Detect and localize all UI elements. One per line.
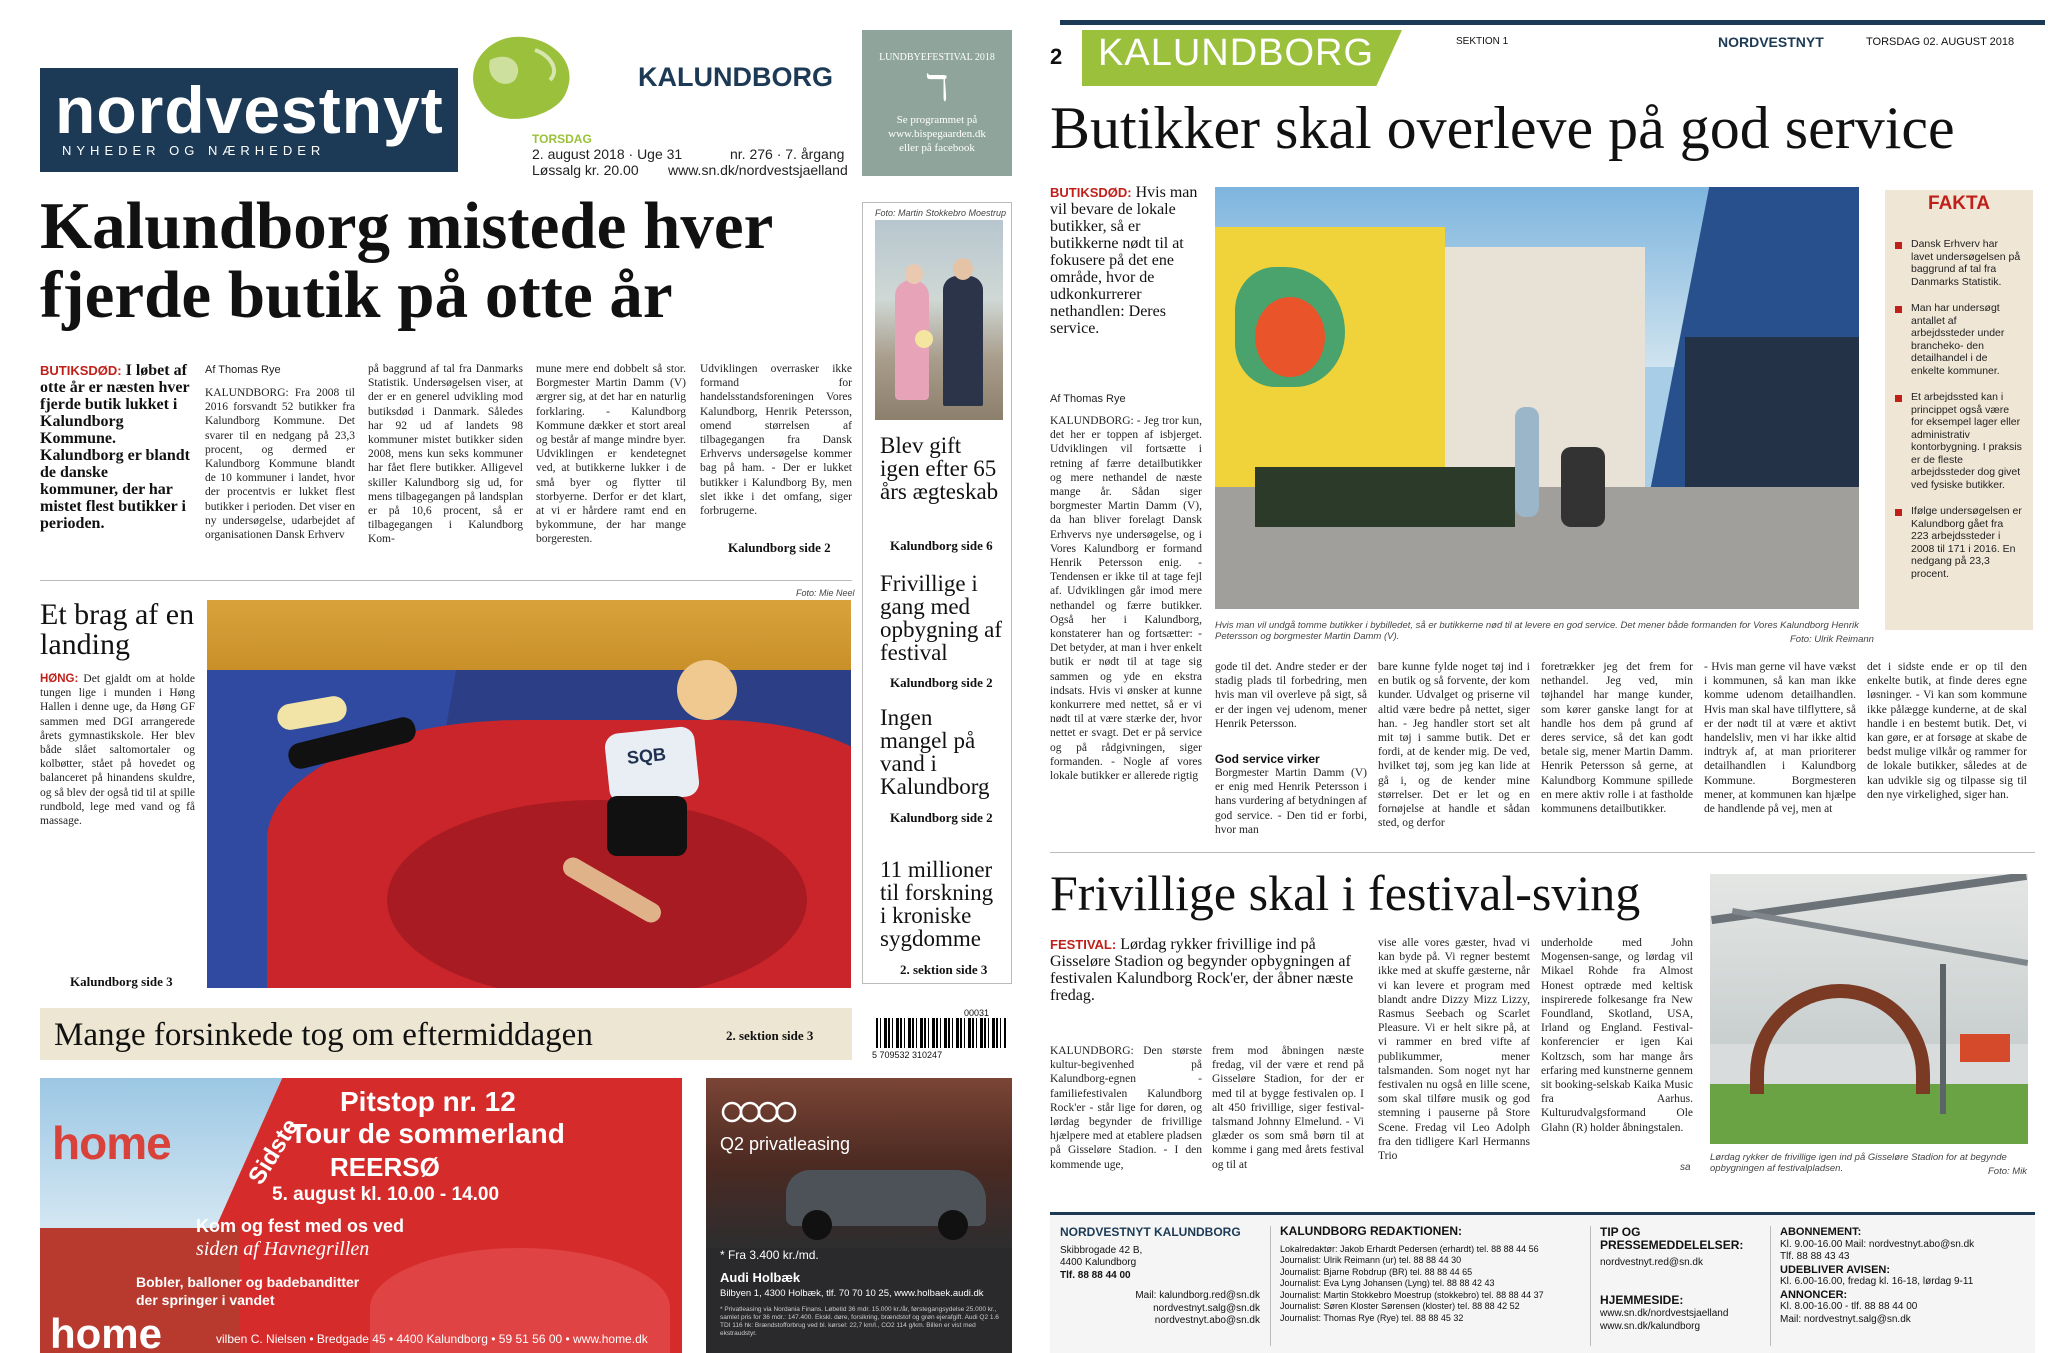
masthead-tagline: NYHEDER OG NÆRHEDER	[62, 143, 326, 158]
lead-intro-text: I løbet af otte år er næsten hver fjerde butik lukket i Kalundborg Kommune. Kalundborg er blandt de danske kommuner, der har mistet flest butikker i perioden.	[40, 362, 190, 532]
footer-staff: Journalist: Thomas Rye (Rye) tel. 88 88 45 32	[1280, 1312, 1464, 1323]
fakta-list	[1895, 238, 2023, 580]
ad-home-brand: home	[52, 1117, 171, 1169]
rail-item-1-ref[interactable]: Kalundborg side 6	[890, 538, 993, 553]
top-rule	[1060, 20, 2045, 25]
audi-rings-icon	[720, 1100, 800, 1124]
masthead-logo-text: nordvestnyt	[55, 73, 444, 147]
globe-logo-icon	[455, 20, 585, 130]
footer-staff: Journalist: Martin Stokkebro Moestrup (stokkebro) tel. 88 88 44 37	[1280, 1289, 1544, 1300]
story2-col-1: KALUNDBORG: Den største kultur-begivenhed på Kalundborg-egnen - familiefestivalen Kalundborg Rock'er - står lige for døren, og lørdag begynder de frivillige hjælpere med at etablere pladsen på Gisseløre Stadion. - I den kommende uge,	[1050, 1045, 1202, 1171]
masthead-day: TORSDAG	[532, 132, 592, 146]
story2-caption: Lørdag rykker de frivillige igen ind på Gisseløre Stadion for at begynde opbygningen af festivalpladsen.	[1710, 1152, 2007, 1174]
rail-photo-couple[interactable]	[875, 220, 1003, 420]
lead-col-2: på baggrund af tal fra Danmarks Statistik. Undersøgelsen viser, at der er en generel udvikling mod butiksdød i Danmark. Således har 92 ud af landets 98 kommuner mistet butikker siden 2008, mens kun seks kommuner har fået flere butikker. Alligevel skiller Kalundborg sig ud, for mens tilbagegangen på landsplan er på 10,6 procent, så er tilbagegangen i Kalundborg Kom-	[368, 363, 523, 546]
footer-line: Skibbrogade 42 B,	[1060, 1244, 1143, 1256]
lead-byline: Af Thomas Rye	[205, 364, 281, 376]
story1-credit: Foto: Ulrik Reimann	[1790, 634, 1874, 645]
lead-page-ref[interactable]: Kalundborg side 2	[728, 540, 831, 555]
story1-byline: Af Thomas Rye	[1050, 393, 1126, 405]
footer-delivery-line: Kl. 6.00-16.00, fredag kl. 16-18, lørdag 9-11	[1780, 1276, 1974, 1287]
sektion-label: SEKTION 1	[1456, 36, 1509, 47]
footer-mail[interactable]: nordvestnyt.abo@sn.dk	[1154, 1315, 1260, 1326]
footer-col-1-title: NORDVESTNYT KALUNDBORG	[1060, 1225, 1241, 1239]
story2-kicker: FESTIVAL:	[1050, 937, 1117, 952]
story1-col-4: foretrækker jeg det frem for nethandel. Jeg ved, min tøjhandel har mange kunder, som kører ganske langt for at handle hos dem på grund af deres service, så det kan godt betale sig, mener Martin Damm. Henrik Petersson så gerne, at Kalundborg Kommune spillede en mere aktiv rolle i at fastholde kommunens detailbutikker.	[1541, 661, 1693, 816]
story2-intro-text: Lørdag rykker frivillige ind på Gisseløre Stadion og begynder opbygningen af festivalen Kalundborg Rock'er, der åbner næste fredag.	[1050, 936, 1354, 1004]
ad-home-line6: siden af Havnegrillen	[196, 1238, 370, 1260]
story1-headline[interactable]: Butikker skal overleve på god service	[1050, 95, 1955, 161]
lead-headline[interactable]: Kalundborg mistede hver fjerde butik på otte år	[40, 189, 773, 332]
fakta-title: FAKTA	[1928, 193, 1990, 214]
fakta-item: Et arbejdssted kan i princippet også være for eksempel lager eller administrativ kontorbygning. I praksis er de fleste arbejdssteder dog givet ved fysiske butikker.	[1895, 391, 2023, 491]
fakta-item: Man har undersøgt antallet af arbejdssteder under brancheko- den detailhandel i de enkelte kommuner.	[1895, 302, 2023, 377]
ad-home-line2: Tour de sommerland	[290, 1118, 565, 1149]
story1-col-5: - Hvis man gerne vil have vækst i kommunen, så kan man ikke komme udenom detailhandlen. Hvis man skal have tilflyttere, så er der nødt til at være et aktivt handelsliv, men vi har ikke altid indtryk af, at man prioriterer detailhandlen i Kalundborg Kommune. Borgmesteren mener, at kommunen kan hjælpe de handlende på vej, men at	[1704, 661, 1856, 816]
footer-col-2-title: KALUNDBORG REDAKTIONEN:	[1280, 1224, 1462, 1238]
barcode-top: 00031	[964, 1008, 990, 1018]
second-kicker: HØNG:	[40, 673, 79, 685]
story1-col-2: gode til det. Andre steder er der stadig plads til forbedring, men hvis man vil overleve på sigt, så er der ingen vej udenom, mener Henrik Petersson.	[1215, 661, 1367, 730]
story2-sign: sa	[1680, 1162, 1691, 1173]
story2-col-3: vise alle vores gæster, hvad vi kan byde på. Vi regner bestemt ikke med at skuffe gæsterne, når vi kan levere et program med blandt andre Dizzy Mizz Lizzy, Rasmus Seebach og Scarlet Pleasure. Vi er helt sikre på, at vi rammer en bred vifte af publikummer, mener talsmanden. Som noget nyt har festivalen nu også en lille scene, som skal tilføre musik og god stemning i pauserne på Store Scene. Fredag vil Leo Adolph fra den tidligere Karl Hermanns Trio	[1378, 937, 1530, 1163]
lead-col-4: Udviklingen overrasker ikke formand for handelsstandsforeningen Vores Kalundborg, Henrik Petersson, omend størrelsen af tilbagegangen fra Dansk Erhvervs undersøgelse kommer bag på ham. - Der er lukket butikker i Kalundborg By, men slet ikke i det omfang, siger forbrugerne.	[700, 363, 852, 518]
fakta-box	[1885, 190, 2033, 630]
footer-col-3-title: TIP OG PRESSEMEDDELELSER:	[1600, 1225, 1744, 1252]
story1-col-6: det i sidste ende er op til den enkelte butik, at finde deres egne løsninger. - Vi kan som kommune ikke pålægge kunderne, at de skal handle i en bestemt butik. Det, vi kan gøre, er at forsøge at skabe de bedst mulige vilkår og rammer for de lokale butikker, således at de kan udvikle sig og tilpasse sig til den nye virkelighed, siger han.	[1867, 661, 2027, 801]
festival-promo[interactable]	[862, 30, 1012, 176]
ad-audi[interactable]	[706, 1078, 1012, 1353]
story1-kicker: BUTIKSDØD:	[1050, 185, 1132, 200]
fakta-item: Ifølge undersøgelsen er Kalundborg gået fra 223 arbejdssteder i 2008 til 171 i 2016. En nedgang på 23,3 procent.	[1895, 505, 2023, 580]
story1-subhead: God service virker	[1215, 752, 1320, 766]
teaser-ref: 2. sektion side 3	[726, 1028, 814, 1043]
rail-item-4-head[interactable]: 11 millioner til forskning i kroniske sygdomme	[880, 857, 994, 951]
second-headline[interactable]: Et brag af en landing	[40, 598, 195, 661]
footer-col-4	[1780, 1226, 2030, 1326]
edition-label: KALUNDBORG	[638, 62, 833, 92]
footer-delivery-title: UDEBLIVER AVISEN:	[1780, 1263, 1891, 1276]
footer-ads-line: Kl. 8.00-16.00 - tlf. 88 88 44 00	[1780, 1301, 1918, 1312]
footer-line: 4400 Kalundborg	[1060, 1257, 1137, 1268]
footer-col-3	[1600, 1226, 1760, 1333]
masthead-issue: nr. 276 · 7. årgang	[730, 146, 845, 162]
lead-kicker: BUTIKSDØD:	[40, 363, 122, 378]
footer-staff: Journalist: Søren Kloster Sørensen (kloster) tel. 88 88 42 52	[1280, 1301, 1520, 1311]
story1-col-2b: Borgmester Martin Damm (V) er enig med Henrik Petersson i hans vurdering af betydningen af god service. - Den tid er forbi, hvor man	[1215, 767, 1367, 836]
promo-title: LUNDBYEFESTIVAL 2018	[879, 52, 995, 63]
story2-intro	[1050, 936, 1370, 1004]
story2-col-2: frem mod åbningen næste fredag, vil der være et rend på Gisseløre Stadion, for der er med til at bygge festivalen op. I alt 450 frivillige, siger festival-talsmand Johnny Elmelund. - Vi glæder os som små børn til at komme i gang med årets festival og til at	[1212, 1045, 1364, 1171]
story2-credit: Foto: Mik	[1988, 1166, 2028, 1177]
second-photo-credit: Foto: Mie Neel	[796, 588, 855, 598]
ad-home-line8: der springer i vandet	[136, 1292, 275, 1308]
second-text-body: Det gjaldt om at holde tungen lige i munden i Høng Hallen i denne uge, da Høng GF sammen med DGI arrangerede årets gymnastikskole. Her blev både slået saltomortaler og kolbøtter, stået på hovedet og balanceret på hinandens skuldre, og så blev der også tid til at spille rundbold, lege med vand og få massage.	[40, 673, 195, 828]
ad-audi-address: Bilbyen 1, 4300 Holbæk, tlf. 70 70 10 25, www.holbaek.audi.dk	[720, 1288, 984, 1299]
footer-link[interactable]: www.sn.dk/nordvestsjaelland	[1600, 1308, 1729, 1319]
ad-home-line1: Pitstop nr. 12	[340, 1086, 516, 1117]
ad-home-line4: 5. august kl. 10.00 - 14.00	[272, 1184, 500, 1205]
footer-col-1	[1060, 1226, 1260, 1328]
story1-col-3: bare kunne fylde noget tøj ind i en butik og så forvente, der kom kunder. Udvalget og priserne vil altid være bedre på nettet, siger han. - Jeg handler stort set alt mit tøj i samme butik. Det er fordi, at de kender mig. De ved, hvilket tøj, som jeg kan lide at gå i, og de kender mine størrelser. Det er let og en fornøjelse at handle et sådan sted, og derfor	[1378, 661, 1530, 830]
footer-abo-title: ABONNEMENT:	[1780, 1226, 1862, 1238]
footer-link[interactable]: www.sn.dk/kalundborg	[1600, 1320, 1701, 1332]
lead-intro	[40, 362, 190, 532]
ad-audi-price: * Fra 3.400 kr./md.	[720, 1248, 819, 1262]
barcode-bottom: 5 709532 310247	[872, 1050, 943, 1060]
ad-home-line5: Kom og fest med os ved	[196, 1216, 405, 1236]
rail-item-2-head[interactable]: Frivillige i gang med opbygning af festival	[880, 571, 1003, 665]
ad-home-line3: REERSØ	[330, 1152, 440, 1182]
ad-home-badge: Sidste	[243, 1114, 305, 1190]
gymnastics-photo[interactable]	[207, 600, 851, 988]
footer-staff: Lokalredaktør: Jakob Erhardt Pedersen (erhardt) tel. 88 88 44 56	[1280, 1243, 1539, 1254]
ad-home-line7: Bobler, balloner og badebanditter	[136, 1274, 360, 1290]
page-date: TORSDAG 02. AUGUST 2018	[1866, 36, 2015, 48]
rail-photo-credit: Foto: Martin Stokkebro Moestrup	[875, 208, 1007, 218]
page-number: 2	[1050, 44, 1063, 69]
masthead-date: 2. august 2018 · Uge 31	[532, 146, 683, 162]
footer-sep	[1590, 1226, 1591, 1346]
front-page	[0, 0, 1018, 1353]
footer-mail[interactable]: nordvestnyt.red@sn.dk	[1600, 1257, 1703, 1268]
story1-caption: Hvis man vil undgå tomme butikker i bybilledet, så er butikkerne nød til at levere en god service. Det mener både formanden for Vores Kalundborg Henrik Petersson og borgmester Martin Damm (V).	[1215, 620, 1859, 642]
teaser-text: Mange forsinkede tog om eftermiddagen	[54, 1017, 593, 1053]
footer-ads-title: ANNONCER:	[1780, 1288, 1848, 1301]
footer-line: Tlf. 88 88 44 00	[1060, 1269, 1131, 1281]
footer-staff: Journalist: Bjarne Robdrup (BR) tel. 88 88 44 65	[1280, 1266, 1473, 1277]
promo-emblem-icon: ℸ	[925, 68, 949, 108]
footer-abo-line: Kl. 9.00-16.00 Mail: nordvestnyt.abo@sn.dk	[1780, 1238, 1975, 1250]
fakta-item: Dansk Erhverv har lavet undersøgelsen på baggrund af tal fra Danmarks Statistik.	[1895, 238, 2023, 288]
rail-item-2-ref[interactable]: Kalundborg side 2	[890, 675, 993, 690]
ad-audi-model: Q2 privatleasing	[720, 1134, 851, 1154]
second-page-ref[interactable]: Kalundborg side 3	[70, 974, 173, 989]
street-photo[interactable]	[1215, 187, 1859, 609]
footer-sep	[1770, 1226, 1771, 1346]
divider	[40, 580, 852, 581]
story2-headline[interactable]: Frivillige skal i festival-sving	[1050, 865, 1641, 921]
lead-col-3: mune mere end dobbelt så stor. Borgmester Martin Damm (V) ærgrer sig, at det har en naturlig forklaring. - Kalundborg Kommune dækker et stort areal og består af mange mindre byer. Udviklingen er kendetegnet ved, at butikkerne lukker i de små byer og flytter til storbyerne. Derfor er det klart, at vi er hårdere ramt end en bykommune, der har mange borgeresten.	[536, 363, 686, 546]
story2-col-4: underholde med John Mogensen-sange, og lørdag vil Mikael Rohde fra Almost Honest optræde med keltisk inspirerede folkesange fra New Foundland, Skotland, USA, Irland og England. Festival-konferencier er igen Kai Koltzsch, som har mange års erfaring med kunstnerne gennem sit booking-selskab Kaika Music fra Aarhus. Kulturudvalgsformand Ole Glahn (R) holder åbningstalen.	[1541, 937, 1693, 1134]
footer-col-2	[1280, 1226, 1580, 1324]
story1-intro-text: Hvis man vil bevare de lokale butikker, så er butikkerne nødt til at fokusere på det ene område, hvor de udkonkurrerer nethandlen: Deres service.	[1050, 184, 1198, 337]
ad-home-footer: vilben C. Nielsen • Bredgade 45 • 4400 Kalundborg • 59 51 56 00 • www.home.dk	[216, 1332, 648, 1346]
footer-mail[interactable]: Mail: kalundborg.red@sn.dk	[1135, 1290, 1260, 1301]
ad-audi-fine: * Privatleasing via Nordania Finans. Løbetid 36 mdr. 15.000 kr./år, førstegangsydelse 25.000 kr., samlet pris for 36 mdr.: 147.400. Ekskl. døre, forsikring, brændstof og grøn ejerafgift. Audi Q2 1.6 TDI 116 hk: Brændstofforbrug ved bl. kørsel: 22,7 km/l., CO2 114 g/km. Billen er vist med ekstraudstyr.	[720, 1306, 999, 1337]
footer-ads-mail[interactable]: Mail: nordvestnyt.salg@sn.dk	[1780, 1313, 1911, 1325]
footer-staff: Journalist: Eva Lyng Johansen (Lyng) tel. 88 88 42 43	[1280, 1278, 1495, 1288]
masthead-url[interactable]: www.sn.dk/nordvestsjaelland	[668, 162, 848, 178]
story1-intro	[1050, 184, 1200, 337]
shirt-text: SQB	[626, 744, 667, 768]
teaser-strip[interactable]	[40, 1008, 852, 1060]
masthead-price: Løssalg kr. 20.00	[532, 162, 639, 178]
divider	[1050, 852, 2035, 853]
footer-sep	[1270, 1226, 1271, 1346]
footer-abo-line: Tlf. 88 88 43 43	[1780, 1251, 1850, 1262]
festival-photo[interactable]	[1710, 874, 2028, 1144]
section-tab-label: KALUNDBORG	[1098, 32, 1375, 74]
footer-mail[interactable]: nordvestnyt.salg@sn.dk	[1153, 1302, 1260, 1314]
paper-name: NORDVESTNYT	[1718, 34, 1824, 50]
page-2	[1030, 0, 2048, 1353]
rail-item-4-ref[interactable]: 2. sektion side 3	[900, 962, 988, 977]
barcode	[872, 1008, 1012, 1060]
ad-home[interactable]	[40, 1078, 682, 1353]
footer-col-3-title2: HJEMMESIDE:	[1600, 1292, 1684, 1307]
promo-text: Se programmet på www.bispegaarden.dk eller på facebook	[888, 114, 986, 154]
second-text	[40, 672, 195, 852]
footer-staff: Journalist: Ulrik Reimann (ur) tel. 88 88 44 30	[1280, 1255, 1462, 1265]
story1-col-1: KALUNDBORG: - Jeg tror kun, det her er toppen af isbjerget. Udviklingen vil fortsætte i retning af færre detailbutikker og mere nethandel de næste mange år. Sådan siger borgmester Martin Damm (V), da han bliver forelagt Dansk Erhvervs nye undersøgelse, og i Vores Kalundborg er formand Henrik Petersson enig. - Tendensen er ikke til at tage fejl af. Udviklingen går imod mere nethandel og færre butikker. Også her i Kalundborg, konstaterer han og fortsætter: - Det betyder, at man i hver enkelt butik er nødt til at tage sig sammen og yde en ekstra indsats. Hvis vi ønsker at kunne konkurrere med nettet, så er vi nødt til at være stærke der, hvor nettet er svagt. Det er på service og på rådgivningen, siger formanden. - Nogle af vores lokale butikker er allerede rigtig	[1050, 415, 1202, 783]
ad-audi-dealer: Audi Holbæk	[720, 1270, 801, 1285]
rail-item-1-head[interactable]: Blev gift igen efter 65 års ægteskab	[880, 433, 999, 504]
rail-item-3-ref[interactable]: Kalundborg side 2	[890, 810, 993, 825]
lead-col-1: KALUNDBORG: Fra 2008 til 2016 forsvandt 52 butikker fra Kalundborg Kommune. Det svarer til en nedgang på 23,3 procent, og dermed er Kalundborg Kommune blandt de 10 kommuner i landet, hvor der procentvis er lukket flest butikker i perioden. Det viser en ny undersøgelse, udarbejdet af organisationen Dansk Erhverv	[205, 387, 355, 542]
rail-item-3-head[interactable]: Ingen mangel på vand i Kalundborg	[880, 705, 990, 799]
ad-home-logo: home	[50, 1310, 163, 1353]
